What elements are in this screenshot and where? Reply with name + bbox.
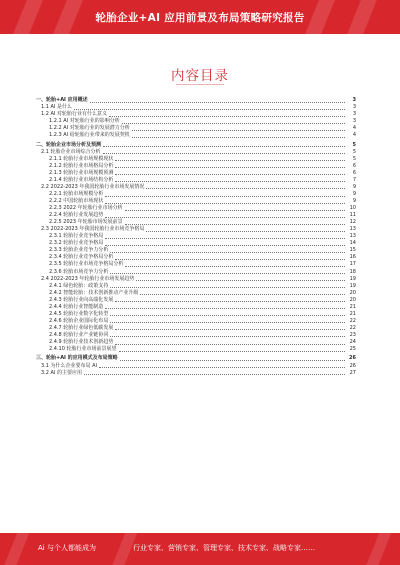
toc-entry-page: 24 (349, 338, 356, 345)
toc-entry-title: 2.2.3 2022 年轮胎行业市场分析 (49, 205, 123, 212)
toc-entry-title: 2.4.6 轮胎企业国际化布局 (49, 317, 109, 324)
toc-entry-page: 11 (349, 212, 356, 219)
toc-entry-page: 20 (349, 296, 356, 303)
toc-leader-dots (115, 167, 345, 168)
toc-entry-page: 3 (352, 97, 356, 103)
toc-leader-dots (115, 329, 345, 330)
toc-entry-page: 9 (352, 191, 356, 197)
toc-entry-title: 2.4.2 智能轮胎：技术创新推动产业升级 (49, 289, 139, 296)
toc-entry[interactable] (30, 184, 356, 191)
toc-leader-dots (103, 146, 345, 147)
toc-entry-page: 5 (352, 155, 356, 162)
toc-entry-title: 3.2 AI 的主要应用 (41, 369, 83, 376)
toc-entry-title: 2.1 轮胎企业市场综合分析 (41, 148, 101, 155)
table-of-contents (30, 97, 356, 377)
toc-leader-dots (110, 315, 345, 316)
toc-entry-title: 1.2.3 AI 给轮胎行业带来的发展契机 (49, 132, 130, 139)
toc-leader-dots (125, 266, 345, 267)
report-header (0, 0, 400, 34)
toc-entry-page: 19 (349, 282, 356, 289)
toc-entry-title: 2.4.7 轮胎行业绿色低碳发展 (49, 324, 114, 331)
toc-leader-dots (115, 344, 345, 345)
toc-entry-page: 22 (349, 317, 356, 324)
toc-leader-dots (146, 188, 345, 189)
toc-entry-title: 2.4.8 轮胎行业产业链协同 (49, 331, 109, 338)
toc-entry[interactable] (30, 325, 356, 332)
report-title: 轮胎企业+AI 应用前景及布局策略研究报告 (95, 12, 305, 24)
toc-entry-title: 2.4.9 轮胎行业技术创新趋势 (49, 338, 114, 345)
toc-leader-dots (120, 360, 345, 361)
footer-stripe (363, 533, 393, 565)
toc-leader-dots (110, 322, 345, 323)
toc-entry[interactable] (30, 177, 356, 184)
toc-entry-page: 3 (352, 104, 356, 111)
toc-leader-dots (103, 153, 345, 154)
toc-heading-underline (176, 84, 224, 85)
toc-entry-title: 2.4 2022-2023 年轮胎行业市场发展趋势 (41, 275, 135, 282)
toc-entry-page: 27 (349, 369, 356, 376)
toc-entry-page: 21 (349, 310, 356, 317)
toc-leader-dots (105, 196, 345, 197)
toc-entry[interactable] (30, 346, 356, 353)
toc-entry-page: 7 (352, 176, 356, 183)
toc-leader-dots (115, 181, 345, 182)
toc-entry-page: 26 (349, 355, 356, 362)
toc-leader-dots (125, 224, 345, 225)
toc-entry-page: 9 (352, 183, 356, 190)
toc-entry-page: 19 (349, 275, 356, 282)
toc-entry-title: 2.4.10 轮胎行业市场前景展望 (49, 346, 117, 353)
toc-entry[interactable] (30, 191, 356, 198)
toc-entry[interactable] (30, 142, 356, 149)
toc-entry[interactable] (30, 261, 356, 268)
toc-leader-dots (110, 252, 345, 253)
toc-entry-page: 5 (352, 148, 356, 155)
toc-leader-dots (105, 245, 345, 246)
toc-entry-page: 17 (349, 261, 356, 268)
toc-entry-title: 二、轮胎企业市场分析及预测 (36, 141, 102, 148)
toc-entry-page: 4 (352, 132, 356, 139)
footer-roles: 行业专家、营销专家、管理专家、技术专家、战略专家…… (133, 544, 315, 552)
toc-entry[interactable] (30, 355, 356, 362)
footer-slogan: Ai 与个人都能成为 (38, 544, 96, 552)
toc-leader-dots (110, 287, 345, 288)
toc-entry-title: 1.2.2 AI 对轮胎行业的发展潜力分析 (49, 125, 130, 132)
toc-entry-page: 18 (349, 268, 356, 275)
toc-leader-dots (132, 137, 345, 138)
toc-leader-dots (84, 374, 345, 375)
toc-entry-page: 5 (352, 141, 356, 148)
toc-entry-page: 6 (352, 162, 356, 169)
toc-entry-title: 1.1 AI 是什么 (41, 104, 73, 111)
toc-entry-title: 1.2 AI 对轮胎行业有什么意义 (41, 111, 108, 118)
toc-entry-page: 4 (352, 125, 356, 132)
toc-entry-page: 23 (349, 331, 356, 338)
toc-entry[interactable] (30, 276, 356, 283)
toc-entry-page: 26 (349, 362, 356, 369)
toc-entry[interactable] (30, 97, 356, 104)
toc-entry-title: 2.2 2022-2023 年我国轮胎行业市场发展情况 (41, 183, 145, 190)
toc-entry-title: 一、轮胎+AI 应用概述 (36, 97, 88, 103)
toc-entry-title: 2.1.1 轮胎行业市场规模现状 (49, 155, 114, 162)
toc-entry-title: 2.4.4 轮胎行业智能制造 (49, 303, 104, 310)
toc-entry-title: 2.3.2 轮胎行业竞争格局 (49, 240, 104, 247)
toc-entry[interactable] (30, 304, 356, 311)
toc-entry-title: 2.3.6 轮胎市场竞争力分析 (49, 268, 109, 275)
footer-stripe (1, 533, 31, 565)
toc-leader-dots (136, 280, 345, 281)
toc-leader-dots (115, 259, 345, 260)
toc-heading: 内容目录 (171, 68, 229, 84)
toc-leader-dots (105, 217, 345, 218)
toc-entry[interactable] (30, 311, 356, 318)
toc-entry[interactable] (30, 363, 356, 370)
toc-leader-dots (122, 123, 345, 124)
toc-entry-page: 21 (349, 303, 356, 310)
toc-leader-dots (115, 160, 345, 161)
toc-leader-dots (115, 301, 345, 302)
toc-entry-title: 1.2.1 AI 对轮胎行业的影响分析 (49, 118, 120, 125)
toc-entry-title: 2.3.3 轮胎企业竞争力分析 (49, 247, 109, 254)
toc-entry[interactable] (30, 332, 356, 339)
toc-leader-dots (99, 367, 345, 368)
toc-entry-title: 2.4.1 绿色轮胎：政策支持 (49, 282, 109, 289)
toc-leader-dots (90, 102, 345, 103)
toc-entry-page: 14 (349, 240, 356, 247)
toc-entry-page: 10 (349, 205, 356, 212)
toc-entry-page: 6 (352, 169, 356, 176)
toc-entry-title: 三、轮胎+AI 的应用模式及布局策略 (36, 355, 118, 362)
toc-leader-dots (74, 109, 345, 110)
toc-entry[interactable] (30, 132, 356, 139)
toc-leader-dots (140, 294, 345, 295)
toc-entry[interactable] (30, 163, 356, 170)
toc-entry-page: 13 (349, 233, 356, 240)
toc-entry[interactable] (30, 318, 356, 325)
toc-entry-title: 2.1.2 轮胎行业市场格局分析 (49, 162, 114, 169)
report-footer (0, 533, 400, 565)
toc-entry[interactable] (30, 149, 356, 156)
toc-entry-title: 2.2.2 中国轮胎市场现状 (49, 198, 104, 205)
toc-leader-dots (115, 174, 345, 175)
toc-entry-title: 2.3.4 轮胎行业竞争格局分析 (49, 254, 114, 261)
toc-entry-title: 2.1.4 轮胎行业市场结构分析 (49, 176, 114, 183)
toc-entry[interactable] (30, 156, 356, 163)
toc-leader-dots (119, 351, 346, 352)
toc-leader-dots (105, 238, 345, 239)
toc-entry-page: 25 (349, 346, 356, 353)
toc-entry[interactable] (30, 339, 356, 346)
toc-entry-page: 22 (349, 324, 356, 331)
toc-entry-title: 2.4.3 轮胎行业向高端化发展 (49, 296, 114, 303)
toc-leader-dots (105, 203, 345, 204)
toc-leader-dots (109, 116, 345, 117)
toc-entry-page: 12 (349, 219, 356, 226)
toc-entry[interactable] (30, 283, 356, 290)
toc-entry[interactable] (30, 370, 356, 377)
toc-entry-title: 2.4.5 轮胎行业数字化转型 (49, 310, 109, 317)
toc-leader-dots (110, 273, 345, 274)
toc-entry[interactable] (30, 269, 356, 276)
toc-entry-page: 3 (352, 118, 356, 125)
toc-leader-dots (110, 336, 345, 337)
toc-entry-title: 2.2.1 轮胎市场规模分析 (49, 191, 104, 197)
toc-entry-page: 16 (349, 254, 356, 261)
toc-entry-title: 2.1.3 轮胎行业市场规模预测 (49, 169, 114, 176)
toc-entry-page: 3 (352, 111, 356, 118)
toc-leader-dots (105, 308, 345, 309)
toc-entry-title: 2.3.1 轮胎行业竞争格局 (49, 233, 104, 240)
toc-leader-dots (146, 231, 345, 232)
toc-entry[interactable] (30, 170, 356, 177)
toc-entry-title: 2.2.5 2023 年轮胎市场发展前景 (49, 219, 123, 226)
toc-entry-title: 3.1 为什么企业要布局 AI (41, 362, 98, 369)
toc-entry[interactable] (30, 290, 356, 297)
toc-entry-page: 9 (352, 198, 356, 205)
toc-entry-page: 15 (349, 247, 356, 254)
toc-entry-page: 20 (349, 289, 356, 296)
toc-leader-dots (125, 210, 345, 211)
toc-leader-dots (132, 130, 345, 131)
toc-entry-page: 13 (349, 226, 356, 233)
toc-entry-title: 2.2.4 轮胎行业发展趋势 (49, 212, 104, 219)
toc-entry-title: 2.3 2022-2023 年我国轮胎行业市场竞争格局 (41, 226, 145, 233)
toc-entry-title: 2.3.5 轮胎行业市场竞争格局分析 (49, 261, 124, 268)
toc-entry[interactable] (30, 297, 356, 304)
